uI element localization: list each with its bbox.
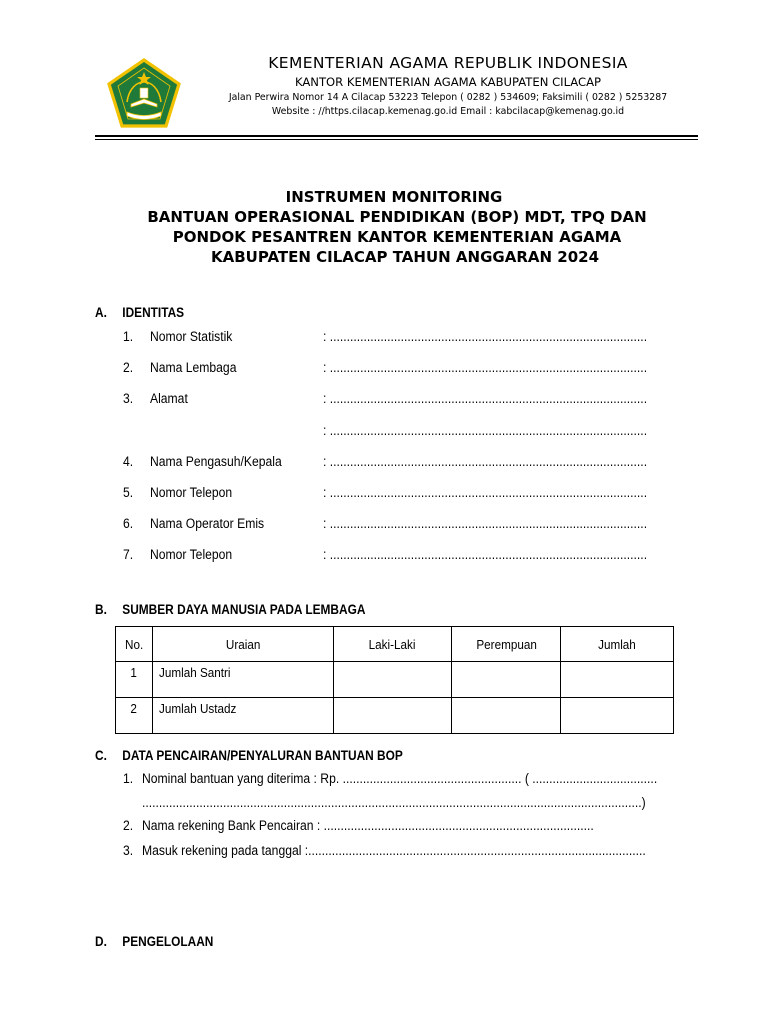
laki-laki-cell[interactable] [333, 662, 452, 698]
table-header-row [116, 627, 674, 662]
identity-fill-line: : .............................................................................................. [323, 360, 648, 375]
identity-item-label: Nama Pengasuh/Kepala [150, 454, 282, 469]
column-header: No. [116, 627, 153, 662]
section-a-heading [95, 305, 184, 320]
document-title-line2: BANTUAN OPERASIONAL PENDIDIKAN (BOP) MDT, TPQ DAN [147, 208, 647, 226]
sdm-table [115, 626, 674, 734]
identity-fill-line: : .............................................................................................. [323, 329, 648, 344]
disbursement-item-number: 3. [123, 843, 134, 858]
section-d-title: PENGELOLAAN [122, 934, 214, 949]
row-number-cell: 1 [116, 662, 153, 698]
section-c-heading [95, 748, 403, 763]
identity-item-number: 3. [123, 391, 134, 406]
section-b-letter: B. [95, 602, 107, 617]
letterhead-address: Jalan Perwira Nomor 14 A Cilacap 53223 Telepon ( 0282 ) 534609; Faksimili ( 0282 ) 5253287 [228, 92, 668, 103]
disbursement-date-line: Masuk rekening pada tanggal :.................................................................................................... [142, 843, 646, 858]
column-header: Perempuan [452, 627, 561, 662]
jumlah-cell[interactable] [561, 698, 674, 734]
document-title-line3: PONDOK PESANTREN KANTOR KEMENTERIAN AGAMA [172, 228, 622, 246]
column-header: Laki-Laki [333, 627, 452, 662]
identity-item-label: Alamat [150, 391, 188, 406]
row-number-cell: 2 [116, 698, 153, 734]
section-d-letter: D. [95, 934, 107, 949]
identity-item-number: 2. [123, 360, 134, 375]
table-row [116, 662, 674, 698]
section-c-title: DATA PENCAIRAN/PENYALURAN BANTUAN BOP [122, 748, 403, 763]
identity-item-number: 7. [123, 547, 134, 562]
identity-item-number: 4. [123, 454, 134, 469]
perempuan-cell[interactable] [452, 662, 561, 698]
table-row [116, 698, 674, 734]
identity-item-label: Nomor Telepon [150, 485, 233, 500]
document-title-line1: INSTRUMEN MONITORING [285, 188, 503, 206]
section-b-heading [95, 602, 365, 617]
letterhead-contact: Website : //https.cilacap.kemenag.go.id Email : kabcilacap@kemenag.go.id [271, 106, 625, 117]
identity-fill-line: : .............................................................................................. [323, 423, 648, 438]
document-title-line4: KABUPATEN CILACAP TAHUN ANGGARAN 2024 [210, 248, 599, 266]
identity-item-label: Nomor Statistik [150, 329, 233, 344]
identity-item-label: Nama Lembaga [150, 360, 237, 375]
section-a-letter: A. [95, 305, 107, 320]
letterhead-rule-thin [95, 139, 698, 140]
section-c-letter: C. [95, 748, 107, 763]
identity-item-label: Nama Operator Emis [150, 516, 265, 531]
identity-item-number: 1. [123, 329, 134, 344]
letterhead-office: KANTOR KEMENTERIAN AGAMA KABUPATEN CILACAP [294, 75, 602, 89]
column-header: Jumlah [561, 627, 674, 662]
section-b-title: SUMBER DAYA MANUSIA PADA LEMBAGA [122, 602, 366, 617]
letterhead-rule-thick [95, 135, 698, 137]
disbursement-nominal-line: Nominal bantuan yang diterima : Rp. ..................................................... ( ..................................... [142, 771, 658, 786]
disbursement-terbilang-line: ....................................................................................................................................................) [142, 795, 646, 810]
disbursement-item-number: 2. [123, 818, 134, 833]
row-uraian-cell: Jumlah Ustadz [152, 698, 333, 734]
row-uraian-cell: Jumlah Santri [152, 662, 333, 698]
section-d-heading [95, 934, 213, 949]
disbursement-item-number: 1. [123, 771, 134, 786]
identity-item-label: Nomor Telepon [150, 547, 233, 562]
identity-item-number: 6. [123, 516, 134, 531]
perempuan-cell[interactable] [452, 698, 561, 734]
letterhead-ministry: KEMENTERIAN AGAMA REPUBLIK INDONESIA [268, 54, 628, 72]
section-a-title: IDENTITAS [122, 305, 185, 320]
identity-fill-line: : .............................................................................................. [323, 516, 648, 531]
identity-item-number: 5. [123, 485, 134, 500]
laki-laki-cell[interactable] [333, 698, 452, 734]
identity-fill-line: : .............................................................................................. [323, 454, 648, 469]
identity-fill-line: : .............................................................................................. [323, 485, 648, 500]
identity-fill-line: : .............................................................................................. [323, 391, 648, 406]
disbursement-bank-line: Nama rekening Bank Pencairan : ................................................................................ [142, 818, 594, 833]
column-header: Uraian [152, 627, 333, 662]
jumlah-cell[interactable] [561, 662, 674, 698]
identity-fill-line: : .............................................................................................. [323, 547, 648, 562]
